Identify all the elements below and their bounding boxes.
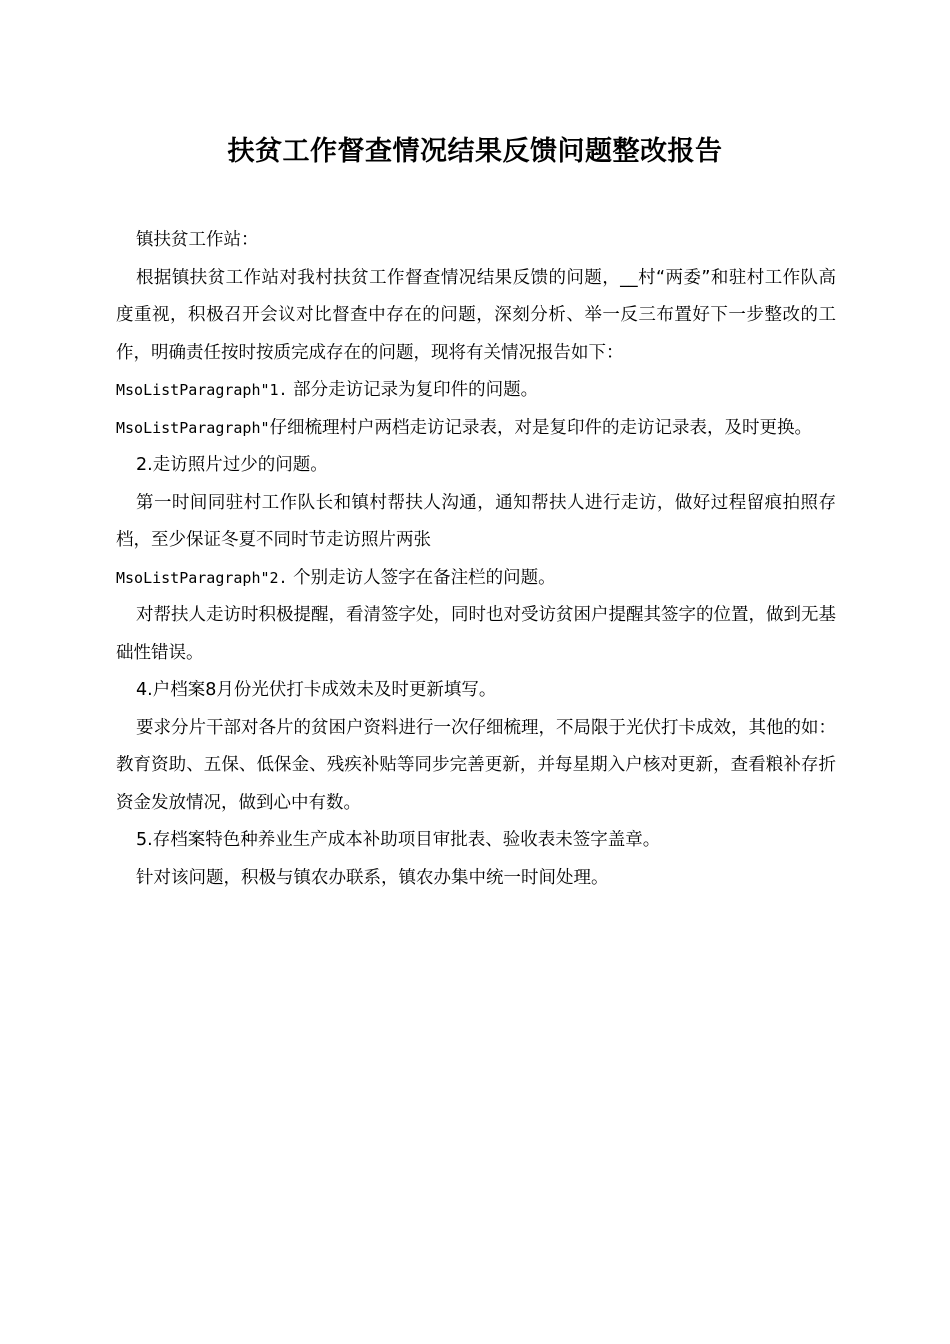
item-1-body-prefix: MsoListParagraph"	[116, 418, 270, 437]
salutation: 镇扶贫工作站：	[136, 230, 259, 250]
intro-paragraph: 根据镇扶贫工作站对我村扶贫工作督查情况结果反馈的问题，__村“两委”和驻村工作队高度重视，积极召开会议对比督查中存在的问题，深刻分析、举一反三布置好下一步整改的工作，明确责任按时按质完成存在的问题，现将有关情况报告如下：	[116, 267, 836, 363]
item-1-body	[116, 410, 836, 448]
document-title: 扶贫工作督查情况结果反馈问题整改报告	[227, 136, 723, 167]
item-1-heading	[116, 372, 836, 410]
item-1-prefix: MsoListParagraph"1.	[116, 381, 288, 399]
document-body	[116, 222, 836, 897]
item-1-body-text: 仔细梳理村户两档走访记录表，对是复印件的走访记录表，及时更换。	[269, 417, 813, 438]
item-1-heading-text: 部分走访记录为复印件的问题。	[287, 380, 539, 400]
item-3-prefix: MsoListParagraph"2.	[116, 568, 288, 587]
item-3-heading	[116, 560, 836, 598]
item-3-body: 对帮扶人走访时积极提醒，看清签字处，同时也对受访贫困户提醒其签字的位置，做到无基础性错误。	[116, 605, 836, 663]
item-4-body: 要求分片干部对各片的贫困户资料进行一次仔细梳理，不局限于光伏打卡成效，其他的如：教育资助、五保、低保金、残疾补贴等同步完善更新，并每星期入户核对更新，查看粮补存折资金发放情况，做到心中有数。	[116, 717, 836, 813]
item-5-heading: 5.存档案特色种养业生产成本补助项目审批表、验收表未签字盖章。	[136, 830, 661, 850]
item-3-heading-text: 个别走访人签字在备注栏的问题。	[287, 567, 556, 588]
item-4-heading: 4.户档案8月份光伏打卡成效未及时更新填写。	[136, 680, 497, 700]
item-2-body: 第一时间同驻村工作队长和镇村帮扶人沟通，通知帮扶人进行走访，做好过程留痕拍照存档，至少保证冬夏不同时节走访照片两张	[116, 492, 836, 550]
item-2-heading: 2.走访照片过少的问题。	[136, 455, 328, 475]
item-5-body: 针对该问题，积极与镇农办联系，镇农办集中统一时间处理。	[136, 867, 609, 888]
